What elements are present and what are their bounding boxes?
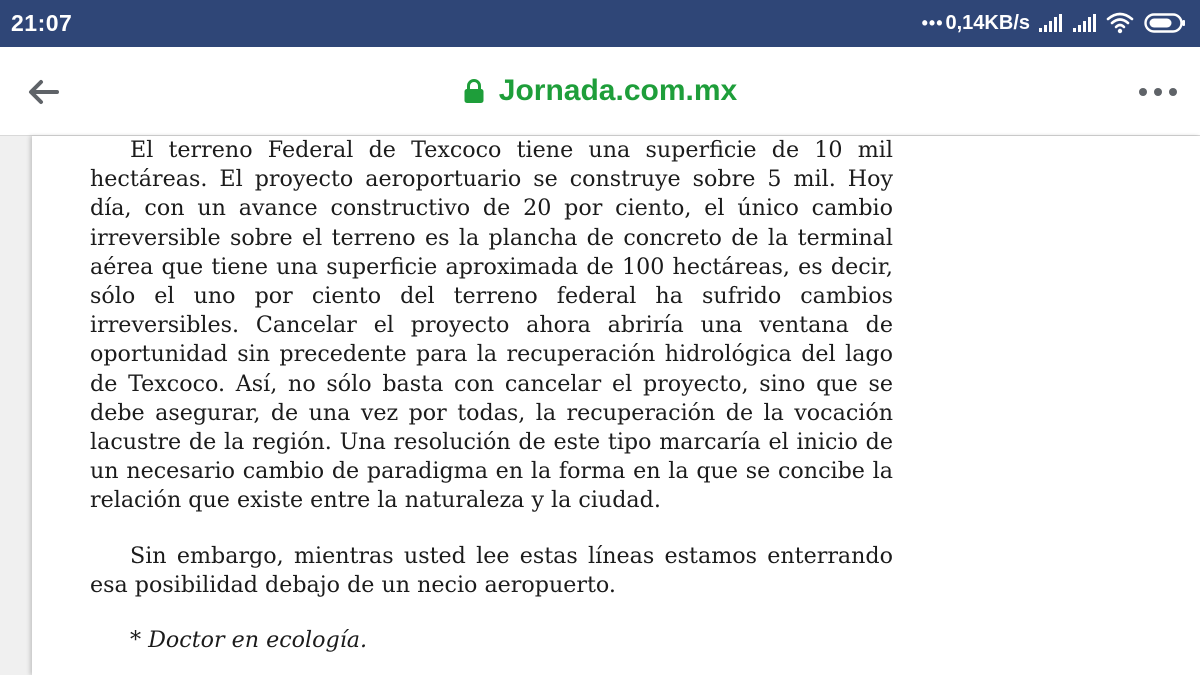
back-button[interactable] <box>22 74 64 110</box>
author-footnote: * Doctor en ecología. <box>130 627 368 654</box>
article-paragraph: El terreno Federal de Texcoco tiene una superficie de 10 mil hectáreas. El proyecto aeroportuario se construye sobre 5 mil. Hoy día, con un avance constructivo de 20 por ciento, el único cambio irreversible sobre el terreno es la plancha de concreto de la terminal aérea que tiene una superficie aproximada de 100 hectáreas, es decir, sólo el uno por ciento del terreno federal ha sufrido cambios irreversibles. Cancelar el proyecto ahora abriría una ventana de oportunidad sin precedente para la recuperación hidrológica del lago de Texcoco. Así, no sólo basta con cancelar el proyecto, sino que se debe asegurar, de una vez por todas, la recuperación de la vocación lacustre de la región. Una resolución de este tipo marcaría el inicio de un necesario cambio de paradigma en la forma en la que se concibe la relación que existe entre la naturaleza y la ciudad. <box>90 137 893 514</box>
article-paragraph: Sin embargo, mientras usted lee estas líneas estamos enterrando esa posibilidad debajo de un necio aeropuerto. <box>90 542 893 598</box>
status-bar <box>0 0 1200 47</box>
more-options-button[interactable] <box>1136 77 1180 107</box>
arrow-left-icon <box>27 79 59 105</box>
article-page <box>32 136 1200 675</box>
url-bar <box>0 47 1200 135</box>
url-button[interactable] <box>463 74 737 108</box>
status-time: 21:07 <box>11 10 73 36</box>
url-text: Jornada.com.mx <box>498 74 738 107</box>
browser-toolbar <box>0 47 1200 136</box>
status-icons <box>922 9 1186 37</box>
web-content <box>0 136 1200 675</box>
more-horizontal-icon <box>1138 87 1178 97</box>
signal-icon <box>1038 13 1064 33</box>
paragraph-gap <box>90 600 893 626</box>
paragraph-gap <box>90 516 893 542</box>
network-speed: 0,14KB/s <box>945 11 1030 34</box>
battery-icon <box>1144 13 1186 33</box>
article-body <box>90 136 893 655</box>
signal-icon <box>1072 13 1098 33</box>
status-dots: ••• <box>921 12 944 33</box>
wifi-icon <box>1106 12 1134 34</box>
lock-icon <box>463 78 485 104</box>
